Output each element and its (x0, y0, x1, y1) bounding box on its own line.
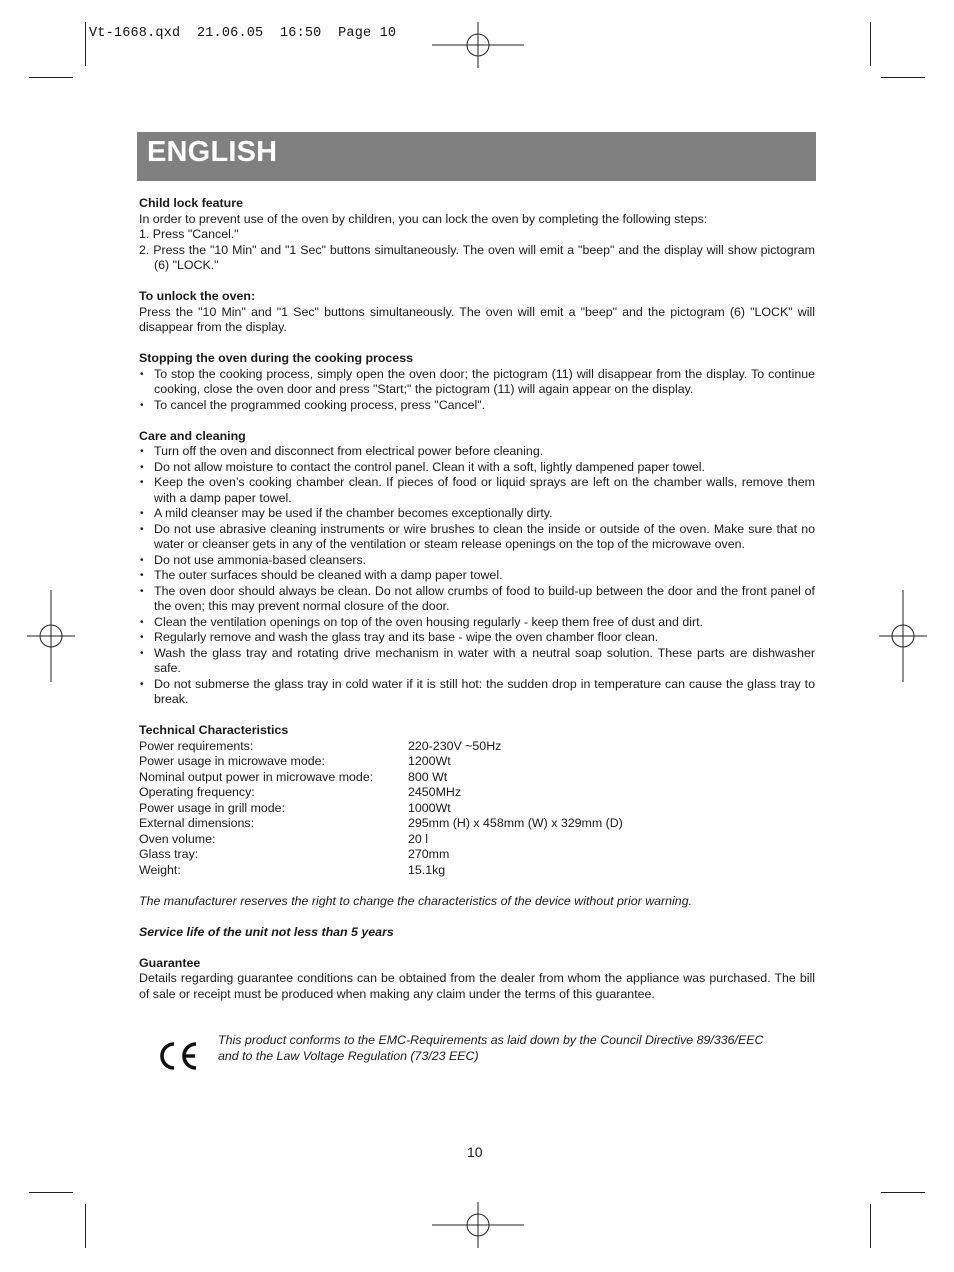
table-row (139, 832, 815, 848)
language-banner (137, 132, 816, 181)
list-item: • Regularly remove and wash the glass tray and its base - wipe the oven chamber floor clean. (139, 630, 815, 646)
child-lock-step: 2. Press the "10 Min" and "1 Sec" buttons simultaneously. The oven will emit a "beep" and the display will show pictogram (6) "LOCK." (139, 242, 815, 272)
unlock-text: Press the "10 Min" and "1 Sec" buttons simultaneously. The oven will emit a "beep" and the pictogram (6) "LOCK" will disappear from the display. (139, 304, 815, 334)
crop-mark-bl-h (29, 1192, 73, 1193)
list-item: • The outer surfaces should be cleaned with a damp paper towel. (139, 568, 815, 584)
spec-value: 220-230V ~50Hz (408, 738, 502, 753)
list-item: • Do not use abrasive cleaning instruments or wire brushes to clean the inside or outside of the oven. Make sure that no water or cleanser gets in any of the ventilation or steam release openings on the top of the microwave oven. (139, 522, 815, 553)
registration-mark-left (27, 590, 75, 682)
care-list (139, 444, 815, 708)
tech-heading: Technical Characteristics (139, 723, 289, 737)
list-item: • Turn off the oven and disconnect from electrical power before cleaning. (139, 444, 815, 460)
spec-label: Power usage in grill mode: (139, 800, 286, 815)
ce-statement (218, 1033, 818, 1064)
table-row (139, 785, 815, 801)
crop-mark-tr-h (881, 77, 925, 78)
child-lock-intro: In order to prevent use of the oven by children, you can lock the oven by completing the following steps: (139, 211, 708, 226)
crop-mark-br-v (870, 1204, 871, 1248)
crop-mark-tl-h (29, 77, 73, 78)
ce-line-1: This product conforms to the EMC-Requirements as laid down by the Council Directive 89/336/EEC (218, 1033, 764, 1047)
list-item: • Do not allow moisture to contact the control panel. Clean it with a soft, lightly dampened paper towel. (139, 460, 815, 476)
slug-date: 21.06.05 (196, 26, 264, 41)
spec-label: Oven volume: (139, 831, 216, 846)
guarantee-text: Details regarding guarantee conditions can be obtained from the dealer from whom the appliance was purchased. The bill of sale or receipt must be produced when making any claim under the terms of this guarantee. (139, 971, 815, 1001)
list-item: • To stop the cooking process, simply open the oven door; the pictogram (11) will disappear from the display. To continue cooking, close the oven door and press "Start;" the pictogram (11) will again appear on the display. (139, 367, 815, 398)
spec-label: External dimensions: (139, 816, 255, 830)
spec-label: Power requirements: (139, 738, 254, 753)
spec-value: 1200Wt (408, 754, 451, 768)
list-item: • Do not submerse the glass tray in cold water if it is still hot: the sudden drop in temperature can cause the glass tray to break. (139, 677, 815, 708)
list-item: • Keep the oven’s cooking chamber clean. If pieces of food or liquid sprays are left on the chamber walls, remove them with a damp paper towel. (139, 475, 815, 506)
list-item: • Do not use ammonia-based cleansers. (139, 553, 815, 569)
crop-mark-bl-v (85, 1204, 86, 1248)
list-item: • Clean the ventilation openings on top of the oven housing regularly - keep them free of dust and dirt. (139, 615, 815, 631)
spec-value: 15.1kg (408, 862, 446, 877)
crop-mark-tr-v (870, 22, 871, 66)
print-slug (89, 26, 396, 41)
stopping-heading: Stopping the oven during the cooking process (139, 351, 413, 365)
list-item: • Wash the glass tray and rotating drive mechanism in water with a neutral soap solution. These parts are dishwasher safe. (139, 646, 815, 677)
slug-page: Page 10 (338, 26, 397, 41)
registration-mark-right (879, 590, 927, 682)
list-item: • To cancel the programmed cooking process, press "Cancel". (139, 398, 815, 414)
page-number: 10 (467, 1144, 483, 1160)
child-lock-step: 1. Press "Cancel." (139, 227, 239, 241)
table-row (139, 770, 815, 786)
list-item: • A mild cleanser may be used if the chamber becomes exceptionally dirty. (139, 506, 815, 522)
spec-value: 1000Wt (408, 800, 451, 815)
table-row (139, 754, 815, 770)
spec-label: Operating frequency: (139, 785, 255, 799)
spec-label: Nominal output power in microwave mode: (139, 769, 374, 784)
unlock-heading: To unlock the oven: (139, 289, 256, 303)
stopping-list (139, 367, 815, 414)
table-row (139, 739, 815, 755)
child-lock-heading: Child lock feature (139, 196, 243, 210)
table-row (139, 863, 815, 879)
ce-mark-icon (156, 1039, 200, 1073)
spec-label: Weight: (139, 862, 181, 877)
slug-file: Vt-1668.qxd (89, 26, 181, 41)
spec-label: Power usage in microwave mode: (139, 754, 325, 768)
service-life: Service life of the unit not less than 5 years (139, 924, 394, 939)
ce-line-2: and to the Law Voltage Regulation (73/23 EEC) (218, 1048, 479, 1063)
tech-table (139, 739, 815, 879)
spec-value: 270mm (408, 847, 450, 861)
crop-mark-br-h (881, 1192, 925, 1193)
banner-title: ENGLISH (147, 136, 278, 168)
registration-mark-bottom (432, 1202, 524, 1248)
guarantee-heading: Guarantee (139, 955, 201, 970)
spec-value: 20 l (408, 831, 428, 846)
list-item: • The oven door should always be clean. Do not allow crumbs of food to build-up between the door and the front panel of the oven; this may prevent normal closure of the door. (139, 584, 815, 615)
table-row (139, 847, 815, 863)
registration-mark-top (432, 22, 524, 68)
spec-value: 800 Wt (408, 769, 448, 784)
disclaimer: The manufacturer reserves the right to change the characteristics of the device without prior warning. (139, 893, 693, 908)
care-heading: Care and cleaning (139, 428, 246, 443)
spec-value: 2450MHz (408, 785, 462, 799)
table-row (139, 801, 815, 817)
slug-time: 16:50 (279, 26, 322, 41)
table-row (139, 816, 815, 832)
spec-value: 295mm (H) x 458mm (W) x 329mm (D) (408, 816, 623, 830)
crop-mark-tl-v (85, 22, 86, 66)
manual-content (139, 196, 815, 1002)
spec-label: Glass tray: (139, 847, 199, 861)
